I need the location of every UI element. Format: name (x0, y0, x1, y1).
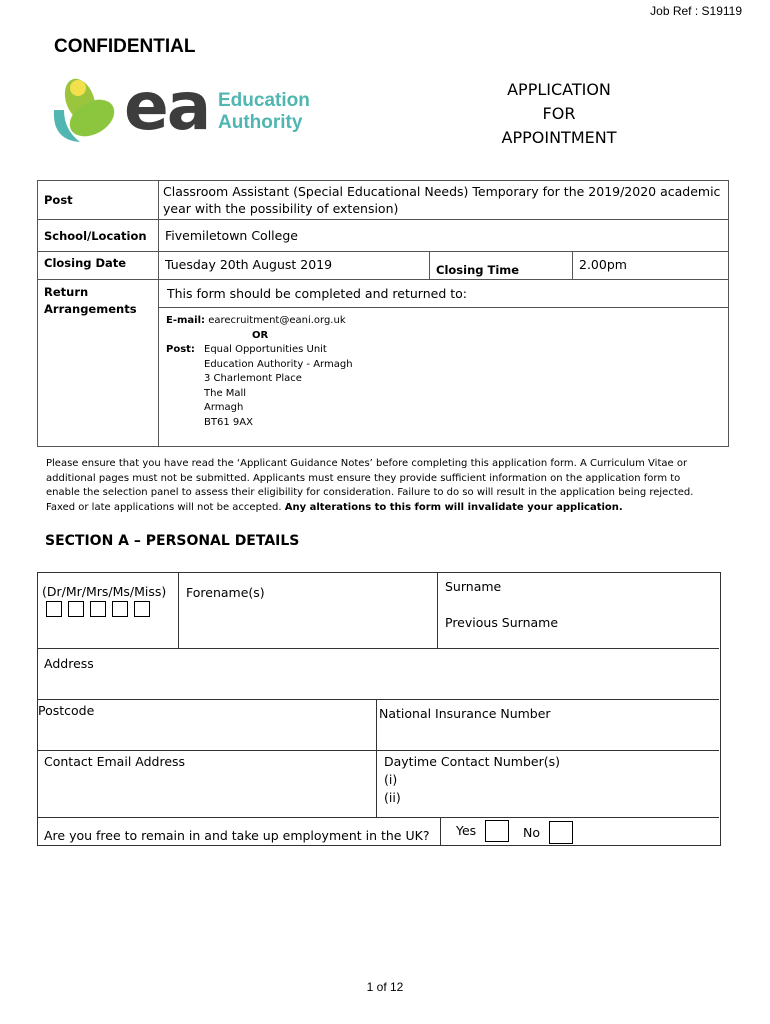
yes-label: Yes (456, 823, 477, 838)
forename-field[interactable] (179, 573, 438, 648)
daytime-i: (i) (384, 772, 398, 787)
closing-date-value: Tuesday 20th August 2019 (159, 252, 430, 280)
address-line: BT61 9AX (204, 416, 253, 428)
address-line: 3 Charlemont Place (204, 373, 302, 384)
email-label: E-mail: (166, 315, 206, 326)
title-miss-checkbox[interactable] (134, 601, 150, 617)
closing-time-label: Closing Time (430, 252, 573, 280)
guidance-notes (46, 457, 716, 515)
post-label: Post (38, 181, 159, 220)
email-value: earecruitment@eani.org.uk (208, 315, 346, 326)
job-reference: Job Ref : S19119 (650, 4, 742, 18)
postal-address (204, 343, 353, 430)
postcode-field[interactable] (38, 699, 377, 751)
uk-question-cell (38, 817, 441, 845)
surname-field[interactable] (438, 573, 719, 648)
uk-answer-cell (441, 817, 719, 845)
school-label: School/Location (38, 220, 159, 252)
post-address-label: Post: (166, 344, 195, 355)
national-insurance-field[interactable] (377, 699, 719, 751)
form-title (470, 78, 648, 150)
closing-time-value: 2.00pm (573, 252, 729, 280)
guidance-warning: Any alterations to this form will invalidate your application. (284, 501, 623, 513)
or-label: OR (252, 329, 269, 341)
logo-mark: ea (124, 68, 210, 145)
logo-line-2: Authority (218, 112, 303, 133)
post-value: Classroom Assistant (Special Educational Needs) Temporary for the 2019/2020 academic year with the possibility of extension) (159, 181, 729, 220)
forename-label: Forename(s) (186, 585, 265, 600)
return-address-block (159, 308, 729, 447)
ni-label: National Insurance Number (379, 706, 551, 721)
logo-line-1: Education (218, 90, 310, 111)
address-label: Address (44, 656, 94, 671)
guidance-text: Please ensure that you have read the ‘Applicant Guidance Notes’ before completing this application form. A Curriculum Vitae or additional pages must not be submitted. Applicants must ensure they provide sufficient information on the application form to enable the selection panel to assess their eligibility for consideration. Failure to do so will result in the application being rejected. Faxed or late applications will not be accepted. (46, 458, 694, 513)
address-line: Education Authority - Armagh (204, 358, 353, 370)
uk-question: Are you free to remain in and take up employment in the UK? (44, 828, 430, 843)
title-label: (Dr/Mr/Mrs/Ms/Miss) (42, 584, 167, 599)
no-label: No (523, 825, 540, 840)
logo-leaf-icon (50, 70, 130, 150)
school-value: Fivemiletown College (159, 220, 729, 252)
return-label-line: Arrangements (44, 302, 137, 316)
title-mrs-checkbox[interactable] (90, 601, 106, 617)
education-authority-logo (50, 70, 330, 150)
postcode-label: Postcode (38, 703, 95, 718)
contact-email-field[interactable] (38, 750, 377, 818)
form-title-line: FOR (542, 104, 576, 123)
previous-surname-label: Previous Surname (445, 615, 559, 630)
return-intro: This form should be completed and returned to: (159, 280, 729, 308)
title-ms-checkbox[interactable] (112, 601, 128, 617)
no-checkbox[interactable] (549, 821, 573, 844)
confidential-label: CONFIDENTIAL (54, 36, 196, 57)
return-label-line: Return (44, 285, 89, 299)
daytime-number-field[interactable] (377, 750, 719, 818)
address-field[interactable] (38, 648, 719, 700)
title-field[interactable] (38, 573, 179, 648)
daytime-label: Daytime Contact Number(s) (384, 754, 560, 769)
personal-details-form (37, 572, 721, 846)
post-details-table (37, 180, 729, 447)
form-title-line: APPOINTMENT (501, 128, 617, 147)
yes-checkbox[interactable] (485, 820, 509, 842)
section-a-heading: SECTION A – PERSONAL DETAILS (45, 533, 300, 549)
title-mr-checkbox[interactable] (68, 601, 84, 617)
contact-email-label: Contact Email Address (44, 754, 186, 769)
closing-date-label: Closing Date (38, 252, 159, 280)
address-line: Armagh (204, 402, 244, 413)
return-arrangements-label (38, 280, 159, 447)
title-dr-checkbox[interactable] (46, 601, 62, 617)
form-title-line: APPLICATION (507, 80, 611, 99)
address-line: The Mall (204, 387, 247, 399)
daytime-ii: (ii) (384, 790, 401, 805)
surname-label: Surname (445, 579, 502, 594)
address-line: Equal Opportunities Unit (204, 344, 327, 355)
page-number: 1 of 12 (366, 980, 404, 994)
